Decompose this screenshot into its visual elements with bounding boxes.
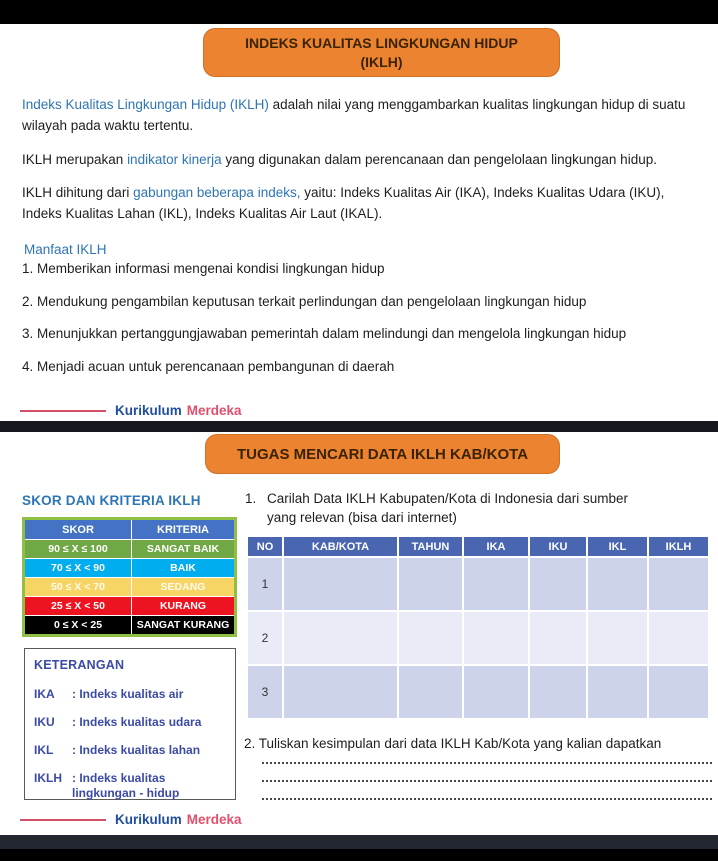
data-table-row1-no: 1	[248, 558, 282, 610]
data-table-row2-iku-cell	[530, 612, 586, 664]
score-range-baik: 70 ≤ X < 90	[25, 559, 132, 577]
data-table-row1-ikl-cell	[588, 558, 647, 610]
keterangan-desc-iklh: : Indeks kualitas lingkungan - hidup	[72, 771, 180, 800]
paragraph-definition	[22, 94, 702, 136]
score-label-baik: BAIK	[170, 562, 196, 574]
manfaat-item-2: 2. Mendukung pengambilan keputusan terkait perlindungan dan pengelolaan lingkungan hidup	[22, 293, 587, 309]
manfaat-item-4: 4. Menjadi acuan untuk perencanaan pembangunan di daerah	[22, 358, 395, 374]
paragraph-gabungan-pre: IKLH dihitung dari	[22, 185, 134, 200]
score-range-sedang: 50 ≤ X < 70	[25, 578, 132, 596]
keterangan-abbr-ikl: IKL	[34, 743, 54, 757]
data-table-row2-tahun-cell	[399, 612, 462, 664]
task1-number: 1.	[245, 491, 257, 506]
data-table-row1-kabkota-cell	[284, 558, 397, 610]
task2-instruction: 2. Tuliskan kesimpulan dari data IKLH Kab/Kota yang kalian dapatkan	[244, 736, 662, 751]
keterangan-abbr-iku: IKU	[34, 715, 55, 729]
paragraph-indikator	[22, 149, 702, 170]
data-table-row3-iku-cell	[530, 666, 586, 718]
keterangan-abbr-ika: IKA	[34, 687, 55, 701]
keterangan-desc-iku: : Indeks kualitas udara	[72, 715, 202, 729]
data-table-header-kabkota: KAB/KOTA	[284, 537, 397, 556]
answer-dotted-line-2	[262, 780, 712, 782]
task1-text-line1: Carilah Data IKLH Kabupaten/Kota di Indonesia dari sumber	[267, 491, 628, 506]
answer-dotted-line-1	[262, 762, 712, 764]
paragraph-indikator-pre: IKLH merupakan	[22, 152, 128, 167]
highlight-indikator-kinerja: indikator kinerja	[127, 152, 222, 167]
data-table-header-no: NO	[248, 537, 282, 556]
slide1-title-line2: (IKLH)	[360, 53, 403, 70]
data-table-header-ikl: IKL	[588, 537, 647, 556]
data-table-row1-iklh-cell	[649, 558, 708, 610]
iklh-data-table	[248, 537, 696, 718]
footer-divider-line	[20, 410, 106, 412]
data-table-row2-iklh-cell	[649, 612, 708, 664]
data-table-header-ika: IKA	[464, 537, 528, 556]
answer-dotted-line-3	[262, 798, 712, 800]
keterangan-item-ika	[34, 687, 227, 702]
keterangan-desc-ika: : Indeks kualitas air	[72, 687, 184, 701]
score-table-header-skor: SKOR	[25, 520, 132, 539]
slide-tugas-iklh	[0, 432, 718, 835]
data-table-header-iklh: IKLH	[649, 537, 708, 556]
manfaat-heading: Manfaat IKLH	[24, 242, 107, 257]
paragraph-indikator-rest: yang digunakan dalam perencanaan dan pengelolaan lingkungan hidup.	[221, 152, 657, 167]
score-range-sangat-baik: 90 ≤ X ≤ 100	[25, 540, 132, 558]
keterangan-item-iklh	[34, 771, 227, 801]
highlight-iklh-term: Indeks Kualitas Lingkungan Hidup (IKLH)	[22, 97, 269, 112]
score-criteria-heading: SKOR DAN KRITERIA IKLH	[22, 493, 201, 508]
data-table-row2-kabkota-cell	[284, 612, 397, 664]
score-row-baik	[25, 558, 234, 577]
data-table-row1-ika-cell	[464, 558, 528, 610]
task1-instruction	[245, 489, 695, 527]
paragraph-gabungan-rest: yaitu: Indeks Kualitas Air (IKA), Indeks Kualitas Udara (IKU), Indeks Kualitas Lahan (IKL), Indeks Kualitas Air Laut (IKAL).	[22, 185, 665, 221]
slide2-footer-brand	[20, 812, 242, 827]
data-table-row3-tahun-cell	[399, 666, 462, 718]
keterangan-title: KETERANGAN	[34, 658, 125, 672]
score-row-sangat-kurang	[25, 615, 234, 634]
data-table-row3-kabkota-cell	[284, 666, 397, 718]
score-range-sangat-kurang: 0 ≤ X < 25	[25, 616, 132, 634]
score-criteria-table	[22, 517, 237, 637]
slide1-title-banner	[203, 28, 560, 77]
task1-text	[267, 489, 695, 527]
paragraph-definition-text: adalah nilai yang menggambarkan kualitas lingkungan hidup di suatu wilayah pada waktu tertentu.	[22, 97, 686, 133]
data-table-row3-iklh-cell	[649, 666, 708, 718]
score-row-sedang	[25, 577, 234, 596]
footer-brand-kurikulum: Kurikulum	[115, 403, 182, 418]
bottom-slate-bar	[0, 835, 718, 849]
data-table-header-tahun: TAHUN	[399, 537, 462, 556]
score-label-kurang: KURANG	[159, 600, 207, 612]
data-table-row1-iku-cell	[530, 558, 586, 610]
score-range-kurang: 25 ≤ X < 50	[25, 597, 132, 615]
data-table-row2-ikl-cell	[588, 612, 647, 664]
data-table-header-iku: IKU	[530, 537, 586, 556]
manfaat-item-1: 1. Memberikan informasi mengenai kondisi lingkungan hidup	[22, 261, 385, 276]
manfaat-item-3: 3. Menunjukkan pertanggungjawaban pemerintah dalam melindungi dan mengelola lingkungan hidup	[22, 326, 627, 341]
score-row-sangat-baik	[25, 539, 234, 558]
keterangan-abbr-iklh: IKLH	[34, 771, 62, 785]
manfaat-list	[22, 258, 706, 377]
slide2-title-banner	[205, 434, 560, 474]
highlight-gabungan-indeks: gabungan beberapa indeks,	[133, 185, 301, 200]
slide1-footer-brand	[20, 403, 242, 418]
slide1-title-line1: INDEKS KUALITAS LINGKUNGAN HIDUP	[245, 34, 518, 51]
footer-brand-merdeka: Merdeka	[186, 403, 242, 418]
data-table-row1-tahun-cell	[399, 558, 462, 610]
footer-divider-line	[20, 819, 106, 821]
slide-separator-bar	[0, 421, 718, 432]
score-label-sangat-baik: SANGAT BAIK	[146, 543, 220, 555]
keterangan-item-iku	[34, 715, 227, 730]
data-table-row3-no: 3	[248, 666, 282, 718]
score-row-kurang	[25, 596, 234, 615]
slide2-title-text: TUGAS MENCARI DATA IKLH KAB/KOTA	[236, 445, 529, 463]
score-table-header-kriteria: KRITERIA	[157, 523, 209, 536]
paragraph-gabungan	[22, 182, 702, 224]
slide-iklh-intro	[0, 24, 718, 421]
score-table-header-row	[25, 520, 234, 539]
score-label-sedang: SEDANG	[160, 581, 206, 593]
footer-brand-merdeka: Merdeka	[186, 812, 242, 827]
data-table-row3-ikl-cell	[588, 666, 647, 718]
keterangan-desc-ikl: : Indeks kualitas lahan	[72, 743, 201, 757]
keterangan-legend-box	[24, 648, 236, 800]
data-table-row2-no: 2	[248, 612, 282, 664]
keterangan-item-ikl	[34, 743, 227, 758]
task1-text-line2: yang relevan (bisa dari internet)	[267, 510, 457, 525]
data-table-row3-ika-cell	[464, 666, 528, 718]
score-label-sangat-kurang: SANGAT KURANG	[136, 619, 230, 631]
footer-brand-kurikulum: Kurikulum	[115, 812, 182, 827]
data-table-row2-ika-cell	[464, 612, 528, 664]
